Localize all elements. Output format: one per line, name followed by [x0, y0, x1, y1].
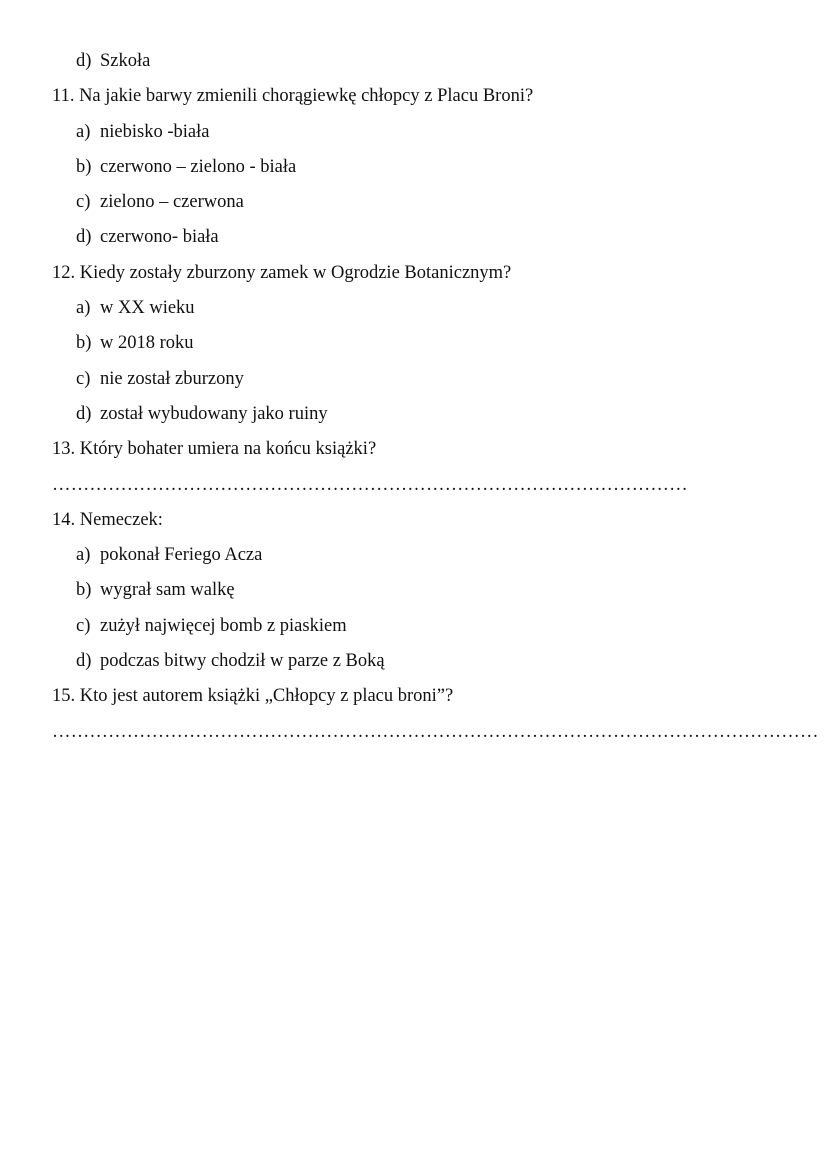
option-14b — [0, 573, 828, 608]
option-text: niebisko -biała — [100, 121, 210, 142]
option-letter: c) — [76, 368, 91, 389]
option-letter: b) — [76, 333, 92, 354]
option-text: został wybudowany jako ruiny — [100, 403, 328, 424]
option-letter: a) — [76, 298, 91, 319]
question-15: 15. Kto jest autorem książki „Chłopcy z placu broni”? — [52, 686, 454, 707]
option-12b — [0, 326, 828, 361]
option-letter: c) — [76, 615, 91, 636]
option-letter: d) — [76, 227, 92, 248]
option-11c — [0, 185, 828, 220]
option-11a — [0, 115, 828, 150]
option-text: wygrał sam walkę — [100, 580, 235, 601]
option-letter: a) — [76, 545, 91, 566]
dotted-answer: …………………………………………………………………………………………………………… — [52, 721, 819, 742]
option-text: podczas bitwy chodził w parze z Boką — [100, 651, 385, 672]
option-text: w XX wieku — [100, 298, 195, 319]
question-12: 12. Kiedy zostały zburzony zamek w Ogrodzie Botanicznym? — [52, 262, 512, 283]
option-14a — [0, 538, 828, 573]
option-11d — [0, 220, 828, 255]
question-13: 13. Który bohater umiera na końcu książki? — [52, 439, 377, 460]
option-letter: b) — [76, 156, 92, 177]
answer-line-13 — [0, 468, 828, 503]
option-10d — [0, 44, 828, 79]
option-letter: d) — [76, 51, 92, 71]
option-12d — [0, 397, 828, 432]
option-text: w 2018 roku — [100, 333, 194, 354]
option-text: zużył najwięcej bomb z piaskiem — [100, 615, 347, 636]
option-11b — [0, 150, 828, 185]
option-letter: b) — [76, 580, 92, 601]
option-12a — [0, 291, 828, 326]
question-14: 14. Nemeczek: — [52, 509, 163, 530]
option-letter: d) — [76, 651, 92, 672]
option-text: Szkoła — [100, 51, 151, 71]
option-text: pokonał Feriego Acza — [100, 545, 263, 566]
option-text: czerwono – zielono - biała — [100, 156, 297, 177]
dotted-answer: ………………………………………………………………………………………… — [52, 474, 688, 495]
option-text: zielono – czerwona — [100, 192, 244, 213]
option-letter: c) — [76, 192, 91, 213]
option-letter: a) — [76, 121, 91, 142]
answer-line-15 — [0, 715, 828, 750]
option-text: nie został zburzony — [100, 368, 244, 389]
question-11: 11. Na jakie barwy zmienili chorągiewkę chłopcy z Placu Broni? — [52, 86, 534, 107]
worksheet-page — [0, 44, 828, 750]
option-14c — [0, 609, 828, 644]
option-letter: d) — [76, 403, 92, 424]
option-text: czerwono- biała — [100, 227, 219, 248]
option-12c — [0, 362, 828, 397]
option-14d — [0, 644, 828, 679]
